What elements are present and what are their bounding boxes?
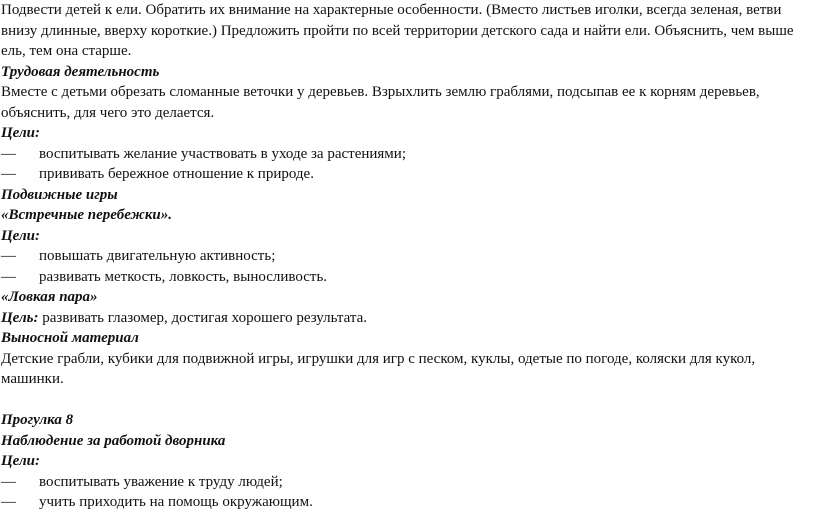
- materials-heading: Выносной материал: [1, 330, 139, 346]
- dash-marker: —: [1, 145, 16, 162]
- labor-heading: Трудовая деятельность: [1, 63, 160, 80]
- list-item: [1, 164, 810, 185]
- labor-text: Вместе с детьми обрезать сломанные веточки у деревьев. Взрыхлить землю граблями, подсыпав ее к корням деревьев, объяснить, для чего это делается.: [1, 84, 760, 121]
- dash-marker: —: [1, 473, 16, 490]
- dash-marker: —: [1, 166, 16, 182]
- games-heading: Подвижные игры: [1, 186, 118, 203]
- list-item: [1, 144, 810, 165]
- list-item: [1, 472, 810, 493]
- blank-line: [1, 390, 810, 411]
- list-item-text: учить приходить на помощь окружающим.: [39, 494, 313, 510]
- game2-goal-text: развивать глазомер, достигая хорошего результата.: [38, 309, 368, 326]
- list-item: [1, 267, 810, 288]
- intro-paragraph: Подвести детей к ели. Обратить их внимание на характерные особенности. (Вместо листьев иголки, всегда зеленая, ветви внизу длинные, вверху короткие.) Предложить пройти по всей территории детского сада и найти ели. Объяснить, чем выше ель, тем она старше.: [1, 2, 794, 59]
- list-item-text: прививать бережное отношение к природе.: [39, 166, 314, 182]
- game1-title: «Встречные перебежки».: [1, 207, 173, 223]
- games-goals-label: Цели:: [1, 227, 40, 244]
- game2-goal-label: Цель:: [1, 309, 39, 326]
- list-item-text: повышать двигательную активность;: [39, 248, 276, 264]
- walk8-goals-label: Цели:: [1, 453, 40, 469]
- list-item: [1, 246, 810, 267]
- game2-goal: [1, 308, 810, 329]
- list-item-text: развивать меткость, ловкость, выносливость.: [39, 268, 328, 285]
- dash-marker: —: [1, 248, 16, 264]
- list-item-text: воспитывать желание участвовать в уходе за растениями;: [39, 145, 406, 162]
- list-item: [1, 492, 810, 513]
- game2-title: «Ловкая пара»: [1, 289, 98, 305]
- dash-marker: —: [1, 494, 16, 510]
- dash-marker: —: [1, 268, 16, 285]
- walk8-heading: Прогулка 8: [1, 412, 74, 428]
- list-item-text: воспитывать уважение к труду людей;: [39, 473, 283, 490]
- materials-text: Детские грабли, кубики для подвижной игры, игрушки для игр с песком, куклы, одетые по погоде, коляски для кукол, машинки.: [1, 350, 756, 387]
- labor-goals-label: Цели:: [1, 125, 40, 141]
- walk8-subheading: Наблюдение за работой дворника: [1, 432, 226, 449]
